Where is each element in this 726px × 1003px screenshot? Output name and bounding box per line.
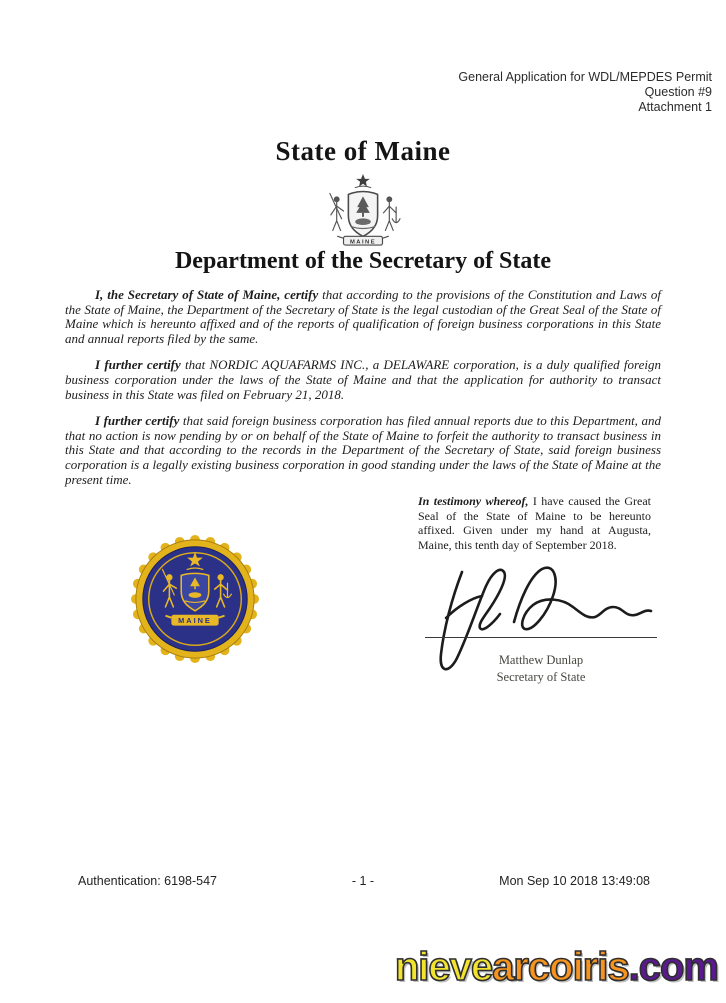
certify-paragraph-1-text: that according to the provisions of the Constitution and Laws of the State of Maine, the Department of the Secretary of State is the legal custodian of the Great Seal of the State of Maine which is hereunto affixed and of the reports of qualification of foreign business corporations in this State and annual reports filed by the same. <box>65 287 661 346</box>
certify-paragraph-3-text: that said foreign business corporation has filed annual reports due to this Department, and that no action is now pending by or on behalf of the State of Maine to forfeit the authority to transact business in this State and that according to the records in the Department of the Secretary of State, said foreign business corporation is a legally existing business corporation in good standing under the laws of the State of Maine at the present time. <box>65 413 661 487</box>
testimony-lead: In testimony whereof, <box>418 494 529 508</box>
certify-paragraph-2-text: that NORDIC AQUAFARMS INC., a DELAWARE corporation, is a duly qualified foreign business corporation under the laws of the State of Maine and that the application for authority to transact business in this State was filed on February 21, 2018. <box>65 357 661 402</box>
certify-paragraph-1-lead: I, the Secretary of State of Maine, certify <box>95 287 319 302</box>
certify-paragraph-2-lead: I further certify <box>95 357 181 373</box>
watermark-part-1: nieve <box>394 945 493 989</box>
permit-application-line: General Application for WDL/MEPDES Permit <box>458 70 712 84</box>
timestamp: Mon Sep 10 2018 13:49:08 <box>499 874 650 888</box>
watermark <box>395 945 718 990</box>
testimony-block <box>418 494 651 552</box>
authentication-number: Authentication: 6198-547 <box>78 874 217 888</box>
watermark-part-2: arcoiris <box>492 945 629 989</box>
attachment-line: Attachment 1 <box>638 100 712 114</box>
certify-paragraph-3-lead: I further certify <box>95 413 180 429</box>
document-reference-header <box>458 70 712 115</box>
bw-seal-banner-label: MAINE <box>349 239 377 246</box>
maine-great-seal-gold-icon <box>126 534 264 664</box>
signer-name: Matthew Dunlap <box>498 653 584 667</box>
certify-paragraph-3 <box>65 414 661 487</box>
testimony-text: I have caused the Great Seal of the State of Maine to be hereunto affixed. Given under my hand at Augusta, Maine, this tenth day of September 2018. <box>418 494 652 552</box>
gold-seal-banner-label: MAINE <box>178 616 212 626</box>
maine-state-seal-bw-icon <box>321 172 405 248</box>
signer-title: Secretary of State <box>496 670 586 684</box>
department-title: Department of the Secretary of State <box>174 248 552 274</box>
certify-paragraph-2 <box>65 358 661 402</box>
certification-body <box>65 288 661 499</box>
state-title: State of Maine <box>275 136 451 166</box>
watermark-part-3: .com <box>628 945 718 989</box>
page-number: - 1 - <box>351 874 375 888</box>
question-number-line: Question #9 <box>644 85 712 99</box>
signature-line <box>425 637 657 638</box>
signer-block <box>425 652 657 686</box>
certify-paragraph-1 <box>65 288 661 346</box>
